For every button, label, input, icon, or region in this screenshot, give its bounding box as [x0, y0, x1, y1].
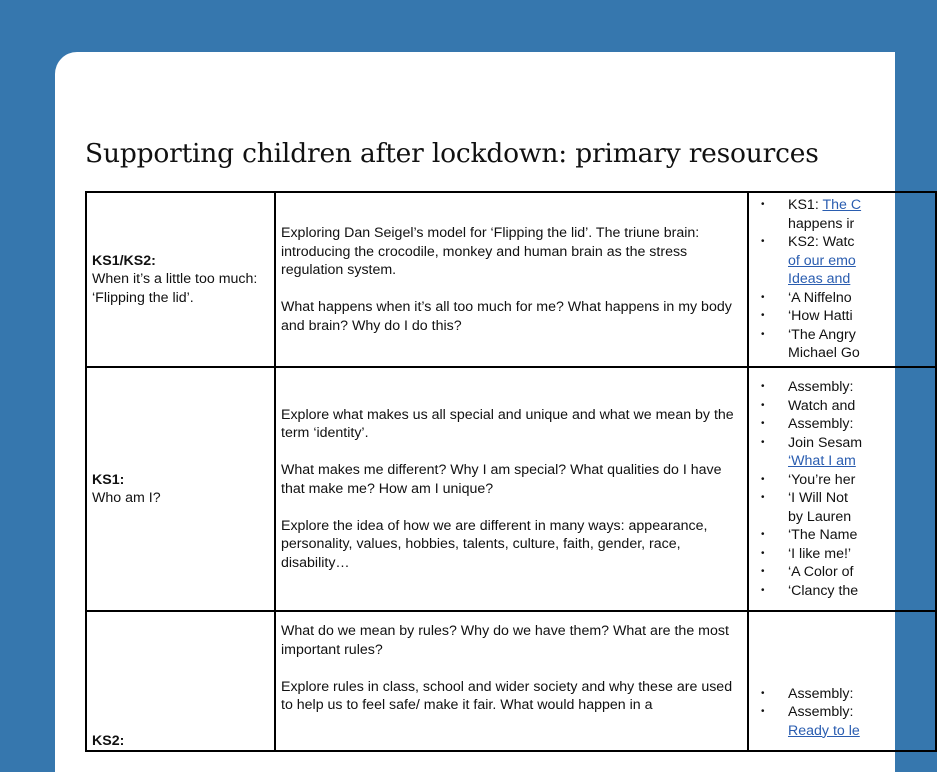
list-item: • ‘I Will Not	[788, 489, 930, 508]
list-item	[788, 452, 930, 471]
list-item: • KS1: The C	[788, 196, 930, 215]
key-stage-label: KS1:	[92, 471, 125, 488]
description-paragraph: Explore rules in class, school and wider society and why these are used to help us to feel safe/ make it fair. What would happen in a	[281, 678, 733, 713]
page-title: Supporting children after lockdown: primary resources	[85, 138, 819, 169]
description-cell	[275, 367, 748, 611]
list-item: • Assembly:	[788, 378, 930, 397]
list-item: • ‘You’re her	[788, 471, 930, 490]
resources-cell	[748, 192, 936, 367]
resource-list	[754, 196, 930, 363]
description-paragraph: What do we mean by rules? Why do we have them? What are the most important rules?	[281, 623, 729, 658]
description-paragraph: What happens when it’s all too much for me? What happens in my body and brain? Why do I do this?	[281, 299, 732, 334]
list-item: • ‘A Color of	[788, 563, 930, 582]
resource-link[interactable]: Ready to le	[788, 722, 860, 739]
description-paragraph: Explore what makes us all special and unique and what we mean by the term ‘identity’.	[281, 406, 734, 442]
list-item: • Assembly:	[788, 703, 930, 722]
list-item: Michael Go	[788, 345, 860, 362]
resources-cell	[748, 367, 936, 611]
resource-link[interactable]: Ideas and	[788, 271, 851, 288]
list-item: • ‘How Hatti	[788, 307, 930, 326]
topic-label: When it’s a little too much: ‘Flipping the lid’.	[92, 271, 258, 306]
document-page	[55, 52, 895, 772]
resource-list	[754, 685, 930, 741]
resource-link[interactable]: ‘What I am	[788, 453, 856, 469]
description-cell	[275, 611, 748, 751]
list-item: • ‘The Name	[788, 526, 930, 545]
stage-cell	[86, 611, 275, 751]
list-item	[788, 252, 930, 271]
description-paragraph: Explore the idea of how we are different in many ways: appearance, personality, values, hobbies, talents, culture, faith, gender, race, disability…	[281, 517, 708, 571]
list-item: • Join Sesam	[788, 434, 930, 453]
list-item: • Assembly:	[788, 685, 930, 704]
key-stage-label: KS2:	[92, 732, 125, 749]
key-stage-label: KS1/KS2:	[92, 252, 156, 269]
resources-cell	[748, 611, 936, 751]
stage-cell	[86, 192, 275, 367]
table-row	[86, 611, 936, 751]
list-item: • ‘A Niffelno	[788, 289, 930, 308]
list-item: • Watch and	[788, 397, 930, 416]
description-cell	[275, 192, 748, 367]
resource-list	[754, 378, 930, 600]
resource-link[interactable]: The C	[822, 197, 862, 214]
list-item: • ‘I like me!’	[788, 545, 930, 564]
table-row	[86, 367, 936, 611]
list-item	[788, 270, 930, 289]
resource-link[interactable]: of our emo	[788, 252, 856, 269]
list-item	[788, 722, 930, 741]
description-paragraph: Exploring Dan Seigel’s model for ‘Flipping the lid’. The triune brain: introducing the crocodile, monkey and human brain as the stress regulation system.	[281, 225, 700, 278]
list-item: • ‘Clancy the	[788, 582, 930, 601]
list-item: • Assembly:	[788, 415, 930, 434]
resources-table	[85, 191, 937, 752]
list-item: by Lauren	[788, 508, 852, 525]
topic-label: Who am I?	[92, 490, 161, 506]
list-item: happens ir	[788, 215, 855, 232]
table-row	[86, 192, 936, 367]
stage-cell	[86, 367, 275, 611]
list-item: • KS2: Watc	[788, 233, 930, 252]
description-paragraph: What makes me different? Why I am special? What qualities do I have that make me? How am I unique?	[281, 462, 722, 497]
list-item: • ‘The Angry	[788, 326, 930, 345]
